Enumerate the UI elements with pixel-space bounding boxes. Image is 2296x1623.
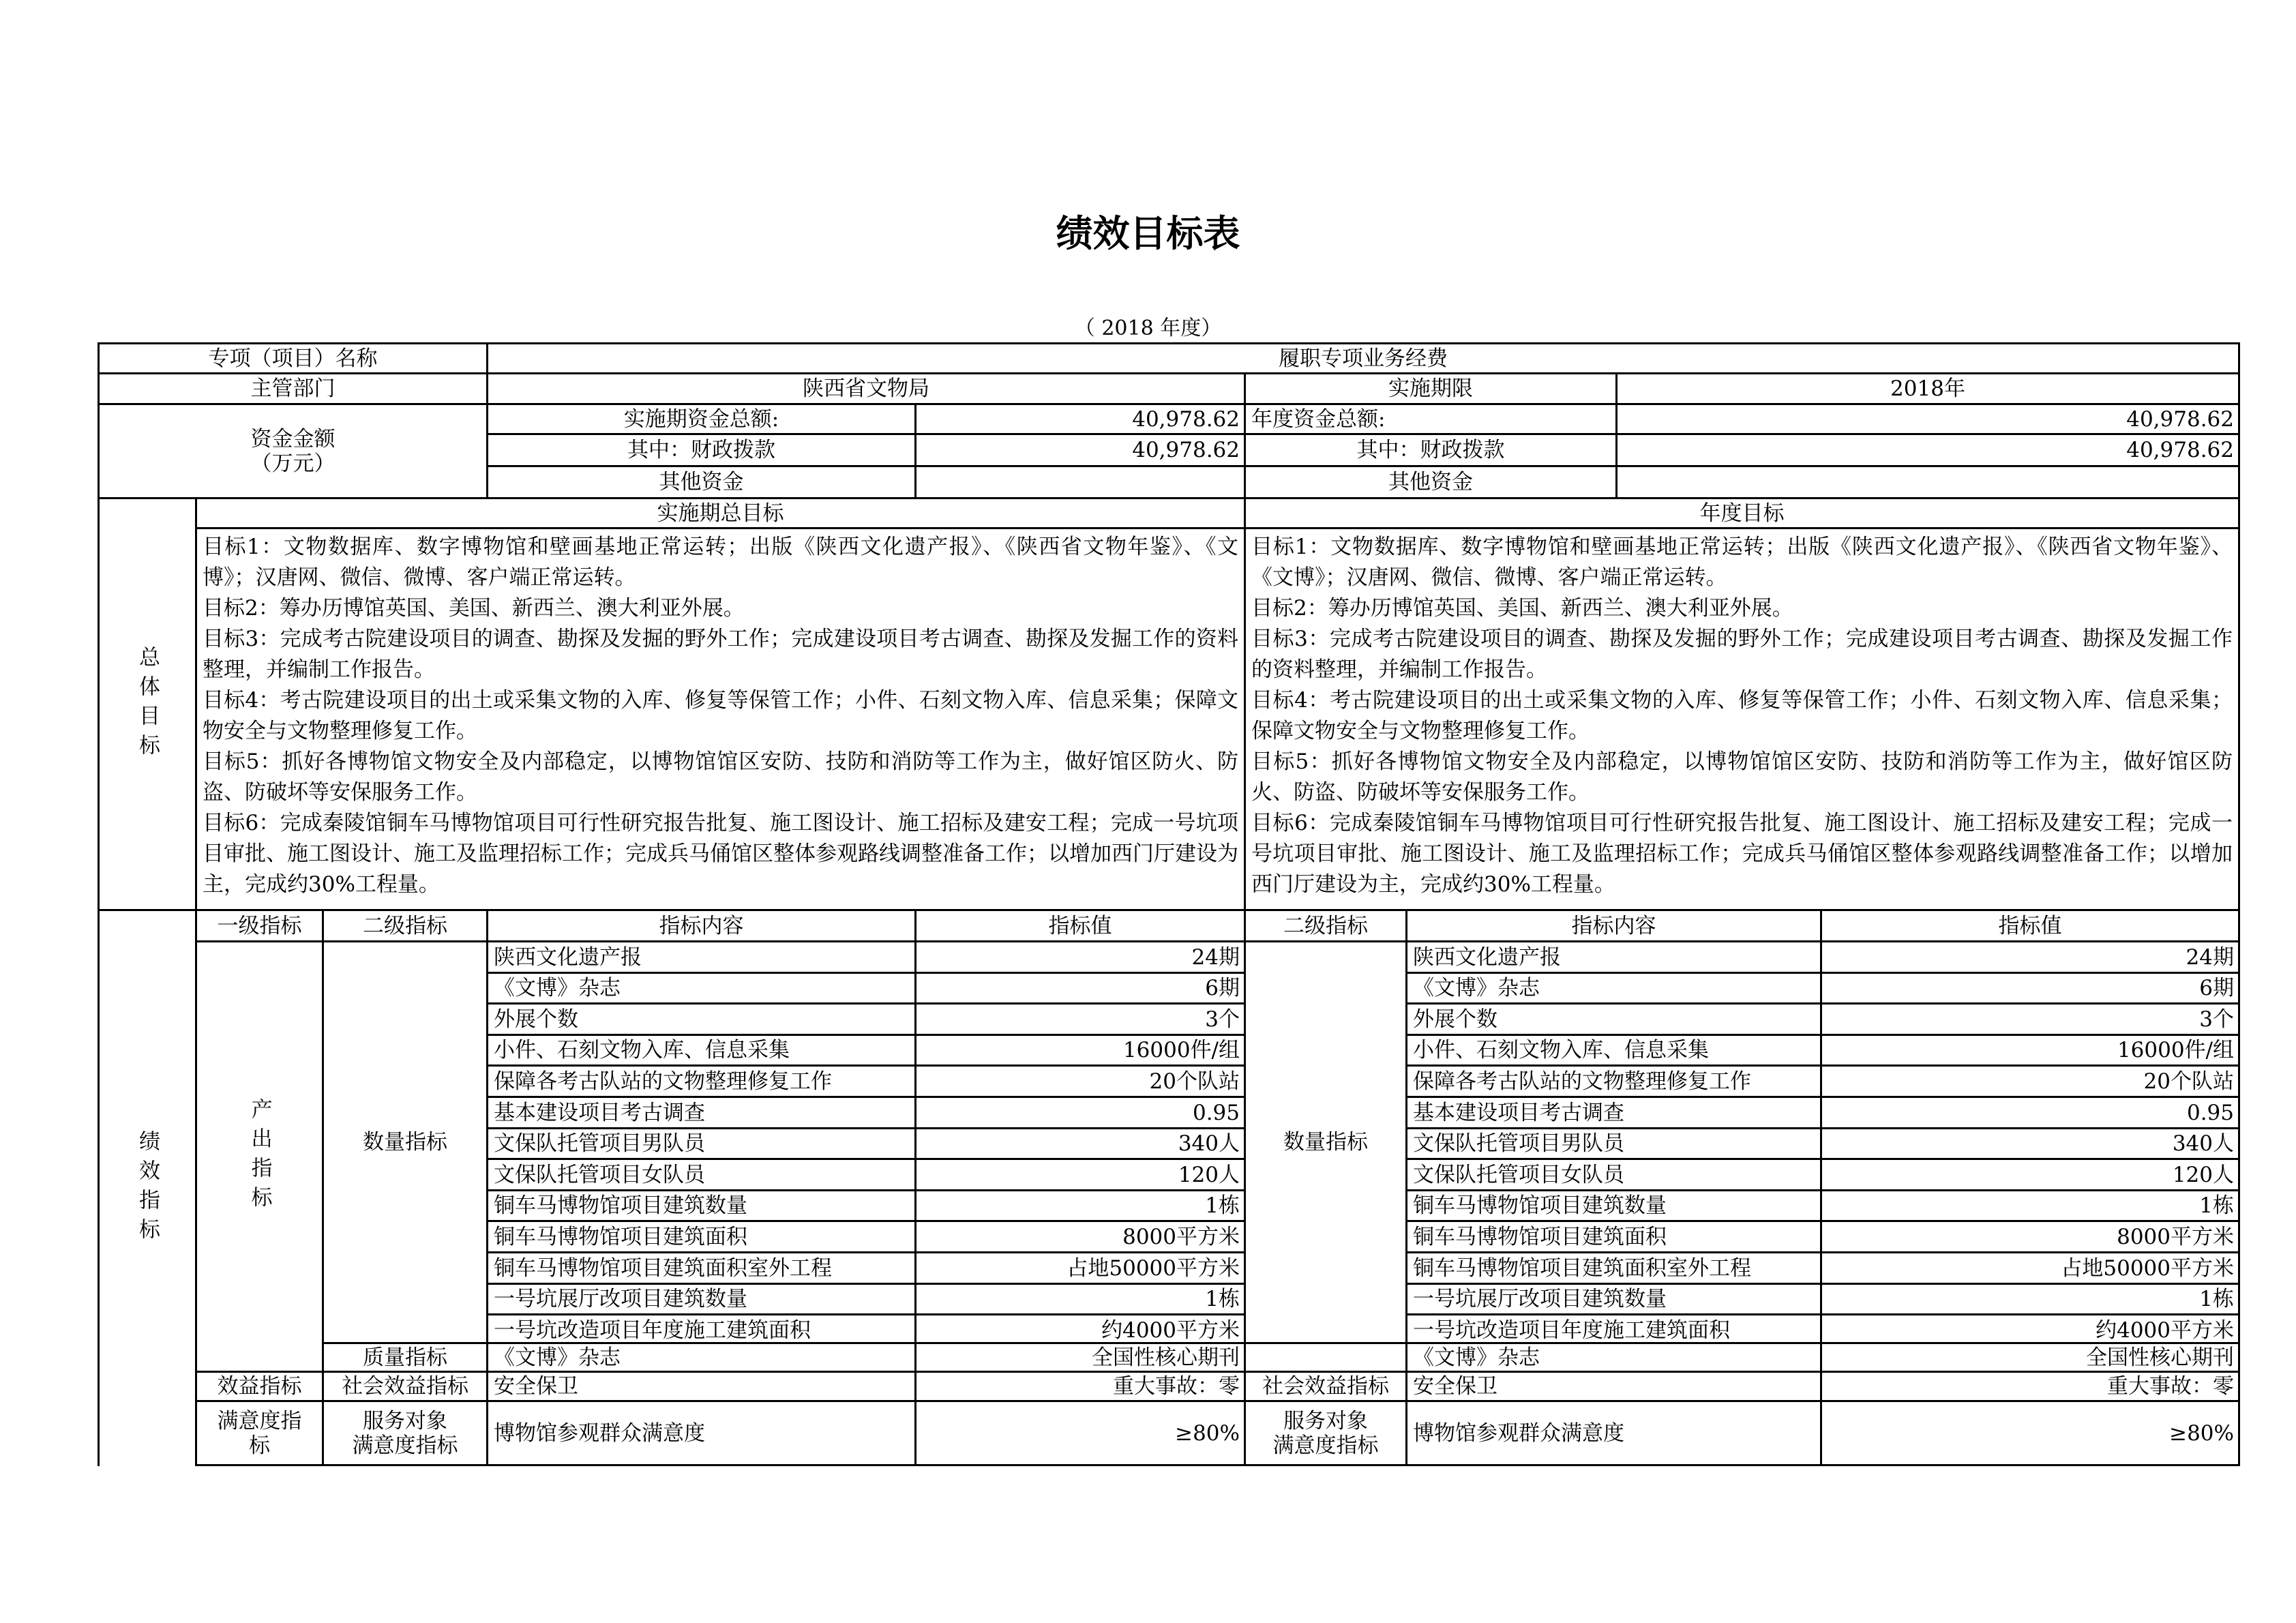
project-name-label: 专项（项目）名称	[98, 342, 488, 374]
content-header: 指标内容	[486, 909, 916, 942]
impl-goal-5: 目标5：抓好各博物馆文物安全及内部稳定，以博物馆馆区安防、技防和消防等工作为主，做好馆区防火、防盗、防破坏等安保服务工作。	[203, 749, 1238, 805]
annual-goal-6: 目标6：完成秦陵馆铜车马博物馆项目可行性研究报告批复、施工图设计、施工招标及建安工程；完成一号坑项目审批、施工图设计、施工及监理招标工作；完成兵马俑馆区整体参观路线调整准备工作；以增加西门厅建设为主，完成约30%工程量。	[1251, 811, 2233, 897]
impl-fiscal-value: 40,978.62	[914, 433, 1246, 467]
quantity-content-annual: 文保队托管项目女队员	[1405, 1158, 1822, 1191]
satisfaction-value-annual: ≥80%	[1820, 1400, 2240, 1466]
quality-value: 全国性核心期刊	[914, 1342, 1246, 1373]
quantity-value-annual: 24期	[1820, 940, 2240, 974]
quantity-value-annual: 6期	[1820, 972, 2240, 1004]
annual-fiscal-value: 40,978.62	[1615, 433, 2240, 467]
annual-goal-5: 目标5：抓好各博物馆文物安全及内部稳定，以博物馆馆区安防、技防和消防等工作为主，做好馆区防火、防盗、防破坏等安保服务工作。	[1251, 749, 2233, 805]
quantity-content: 铜车马博物馆项目建筑面积	[486, 1220, 916, 1253]
impl-goal-4: 目标4：考古院建设项目的出土或采集文物的入库、修复等保管工作；小件、石刻文物入库、信息采集；保障文物安全与文物整理修复工作。	[203, 688, 1238, 743]
quantity-content-annual: 基本建设项目考古调查	[1405, 1096, 1822, 1129]
quality-value-annual: 全国性核心期刊	[1820, 1342, 2240, 1373]
annual-goal-1: 目标1：文物数据库、数字博物馆和壁画基地正常运转；出版《陕西文化遗产报》、《陕西省文物年鉴》、《文博》；汉唐网、微信、微博、客户端正常运转。	[1251, 535, 2233, 590]
social-indicator-label-annual: 社会效益指标	[1244, 1371, 1407, 1402]
quantity-value-annual: 约4000平方米	[1820, 1313, 2240, 1347]
quantity-value: 3个	[914, 1002, 1246, 1036]
impl-goal-2: 目标2：筹办历博馆英国、美国、新西兰、澳大利亚外展。	[203, 596, 745, 621]
value-header: 指标值	[914, 909, 1246, 942]
quantity-value: 1栋	[914, 1283, 1246, 1315]
quality-content: 《文博》杂志	[486, 1342, 916, 1373]
period-value: 2018年	[1615, 372, 2240, 405]
quantity-value-annual: 16000件/组	[1820, 1034, 2240, 1067]
quantity-value-annual: 20个队站	[1820, 1064, 2240, 1098]
quantity-indicator-label: 数量指标	[322, 940, 488, 1344]
impl-goal-3: 目标3：完成考古院建设项目的调查、勘探及发掘的野外工作；完成建设项目考古调查、勘探及发掘工作的资料整理，并编制工作报告。	[203, 627, 1238, 682]
quality-indicator-label-annual	[1244, 1342, 1407, 1373]
quantity-value: 24期	[914, 940, 1246, 974]
period-label: 实施期限	[1244, 372, 1617, 405]
quantity-value: 1栋	[914, 1189, 1246, 1222]
quantity-content: 基本建设项目考古调查	[486, 1096, 916, 1129]
quantity-content-annual: 小件、石刻文物入库、信息采集	[1405, 1034, 1822, 1067]
annual-goal-header: 年度目标	[1244, 497, 2240, 529]
impl-goal-6: 目标6：完成秦陵馆铜车马博物馆项目可行性研究报告批复、施工图设计、施工招标及建安工程；完成一号坑项目审批、施工图设计、施工及监理招标工作；完成兵马俑馆区整体参观路线调整准备工作；以增加西门厅建设为主，完成约30%工程量。	[203, 811, 1238, 897]
social-value-annual: 重大事故：零	[1820, 1371, 2240, 1402]
quantity-content: 陕西文化遗产报	[486, 940, 916, 974]
annual-fiscal-label: 其中：财政拨款	[1244, 433, 1617, 467]
department-label: 主管部门	[98, 372, 488, 405]
benefit-indicator-label: 效益指标	[195, 1371, 324, 1402]
satisfaction-indicator-label: 满意度指 标	[195, 1400, 324, 1466]
quantity-value-annual: 3个	[1820, 1002, 2240, 1036]
quantity-content-annual: 铜车马博物馆项目建筑面积	[1405, 1220, 1822, 1253]
content-header-annual: 指标内容	[1405, 909, 1822, 942]
quantity-content-annual: 《文博》杂志	[1405, 972, 1822, 1004]
value-header-annual: 指标值	[1820, 909, 2240, 942]
social-content: 安全保卫	[486, 1371, 916, 1402]
level2-header: 二级指标	[322, 909, 488, 942]
quantity-value: 16000件/组	[914, 1034, 1246, 1067]
impl-other-label: 其他资金	[486, 465, 916, 499]
impl-fiscal-label: 其中：财政拨款	[486, 433, 916, 467]
quantity-content: 文保队托管项目女队员	[486, 1158, 916, 1191]
quantity-value: 约4000平方米	[914, 1313, 1246, 1347]
impl-total-label: 实施期资金总额:	[486, 403, 916, 435]
quantity-content: 外展个数	[486, 1002, 916, 1036]
annual-goal-3: 目标3：完成考古院建设项目的调查、勘探及发掘的野外工作；完成建设项目考古调查、勘探及发掘工作的资料整理，并编制工作报告。	[1251, 627, 2233, 682]
annual-goal-2: 目标2：筹办历博馆英国、美国、新西兰、澳大利亚外展。	[1251, 596, 1793, 621]
quantity-value: 6期	[914, 972, 1246, 1004]
quantity-content: 文保队托管项目男队员	[486, 1127, 916, 1160]
impl-other-value	[914, 465, 1246, 499]
quantity-value: 8000平方米	[914, 1220, 1246, 1253]
quantity-content: 一号坑展厅改项目建筑数量	[486, 1283, 916, 1315]
social-indicator-label: 社会效益指标	[322, 1371, 488, 1402]
level2-header-annual: 二级指标	[1244, 909, 1407, 942]
quantity-indicator-label-annual: 数量指标	[1244, 940, 1407, 1344]
impl-total-value: 40,978.62	[914, 403, 1246, 435]
quantity-content-annual: 铜车马博物馆项目建筑面积室外工程	[1405, 1251, 1822, 1285]
quantity-content: 小件、石刻文物入库、信息采集	[486, 1034, 916, 1067]
social-value: 重大事故：零	[914, 1371, 1246, 1402]
quantity-content-annual: 陕西文化遗产报	[1405, 940, 1822, 974]
annual-goal-4: 目标4：考古院建设项目的出土或采集文物的入库、修复等保管工作；小件、石刻文物入库、信息采集；保障文物安全与文物整理修复工作。	[1251, 688, 2233, 743]
quantity-value: 0.95	[914, 1096, 1246, 1129]
department-value: 陕西省文物局	[486, 372, 1246, 405]
satisfaction-value: ≥80%	[914, 1400, 1246, 1466]
quantity-content: 《文博》杂志	[486, 972, 916, 1004]
impl-goals-text	[195, 527, 1246, 911]
quantity-content-annual: 文保队托管项目男队员	[1405, 1127, 1822, 1160]
project-name-value: 履职专项业务经费	[486, 342, 2240, 374]
quantity-content: 一号坑改造项目年度施工建筑面积	[486, 1313, 916, 1347]
page-title: 绩效目标表	[1056, 212, 1240, 255]
quantity-content-annual: 保障各考古队站的文物整理修复工作	[1405, 1064, 1822, 1098]
quantity-value: 占地50000平方米	[914, 1251, 1246, 1285]
year-line: （ 2018 年度）	[1074, 316, 1222, 340]
quantity-value-annual: 340人	[1820, 1127, 2240, 1160]
quantity-value-annual: 0.95	[1820, 1096, 2240, 1129]
quantity-value-annual: 1栋	[1820, 1189, 2240, 1222]
level1-header: 一级指标	[195, 909, 324, 942]
quantity-content: 铜车马博物馆项目建筑数量	[486, 1189, 916, 1222]
output-indicator-label: 产出指标	[195, 940, 324, 1373]
quantity-content: 保障各考古队站的文物整理修复工作	[486, 1064, 916, 1098]
funds-label: 资金金额 （万元）	[98, 403, 488, 499]
quantity-content-annual: 铜车马博物馆项目建筑数量	[1405, 1189, 1822, 1222]
quantity-content-annual: 外展个数	[1405, 1002, 1822, 1036]
social-content-annual: 安全保卫	[1405, 1371, 1822, 1402]
annual-other-value	[1615, 465, 2240, 499]
quantity-value: 120人	[914, 1158, 1246, 1191]
quantity-content: 铜车马博物馆项目建筑面积室外工程	[486, 1251, 916, 1285]
quantity-value-annual: 8000平方米	[1820, 1220, 2240, 1253]
satisfaction-content-annual: 博物馆参观群众满意度	[1405, 1400, 1822, 1466]
quality-content-annual: 《文博》杂志	[1405, 1342, 1822, 1373]
service-satisfaction-label: 服务对象 满意度指标	[322, 1400, 488, 1466]
annual-total-value: 40,978.62	[1615, 403, 2240, 435]
overall-goal-label: 总体目标	[98, 497, 197, 911]
quantity-value-annual: 120人	[1820, 1158, 2240, 1191]
performance-label: 绩效指标	[98, 909, 197, 1466]
impl-goal-1: 目标1：文物数据库、数字博物馆和壁画基地正常运转；出版《陕西文化遗产报》、《陕西省文物年鉴》、《文博》；汉唐网、微信、微博、客户端正常运转。	[203, 535, 1238, 590]
quantity-value: 340人	[914, 1127, 1246, 1160]
satisfaction-content: 博物馆参观群众满意度	[486, 1400, 916, 1466]
quantity-value-annual: 1栋	[1820, 1283, 2240, 1315]
impl-goal-header: 实施期总目标	[195, 497, 1246, 529]
quantity-value: 20个队站	[914, 1064, 1246, 1098]
quantity-content-annual: 一号坑展厅改项目建筑数量	[1405, 1283, 1822, 1315]
annual-total-label: 年度资金总额:	[1244, 403, 1617, 435]
service-satisfaction-label-annual: 服务对象 满意度指标	[1244, 1400, 1407, 1466]
annual-other-label: 其他资金	[1244, 465, 1617, 499]
quantity-value-annual: 占地50000平方米	[1820, 1251, 2240, 1285]
quantity-content-annual: 一号坑改造项目年度施工建筑面积	[1405, 1313, 1822, 1347]
annual-goals-text	[1244, 527, 2240, 911]
quality-indicator-label: 质量指标	[322, 1342, 488, 1373]
